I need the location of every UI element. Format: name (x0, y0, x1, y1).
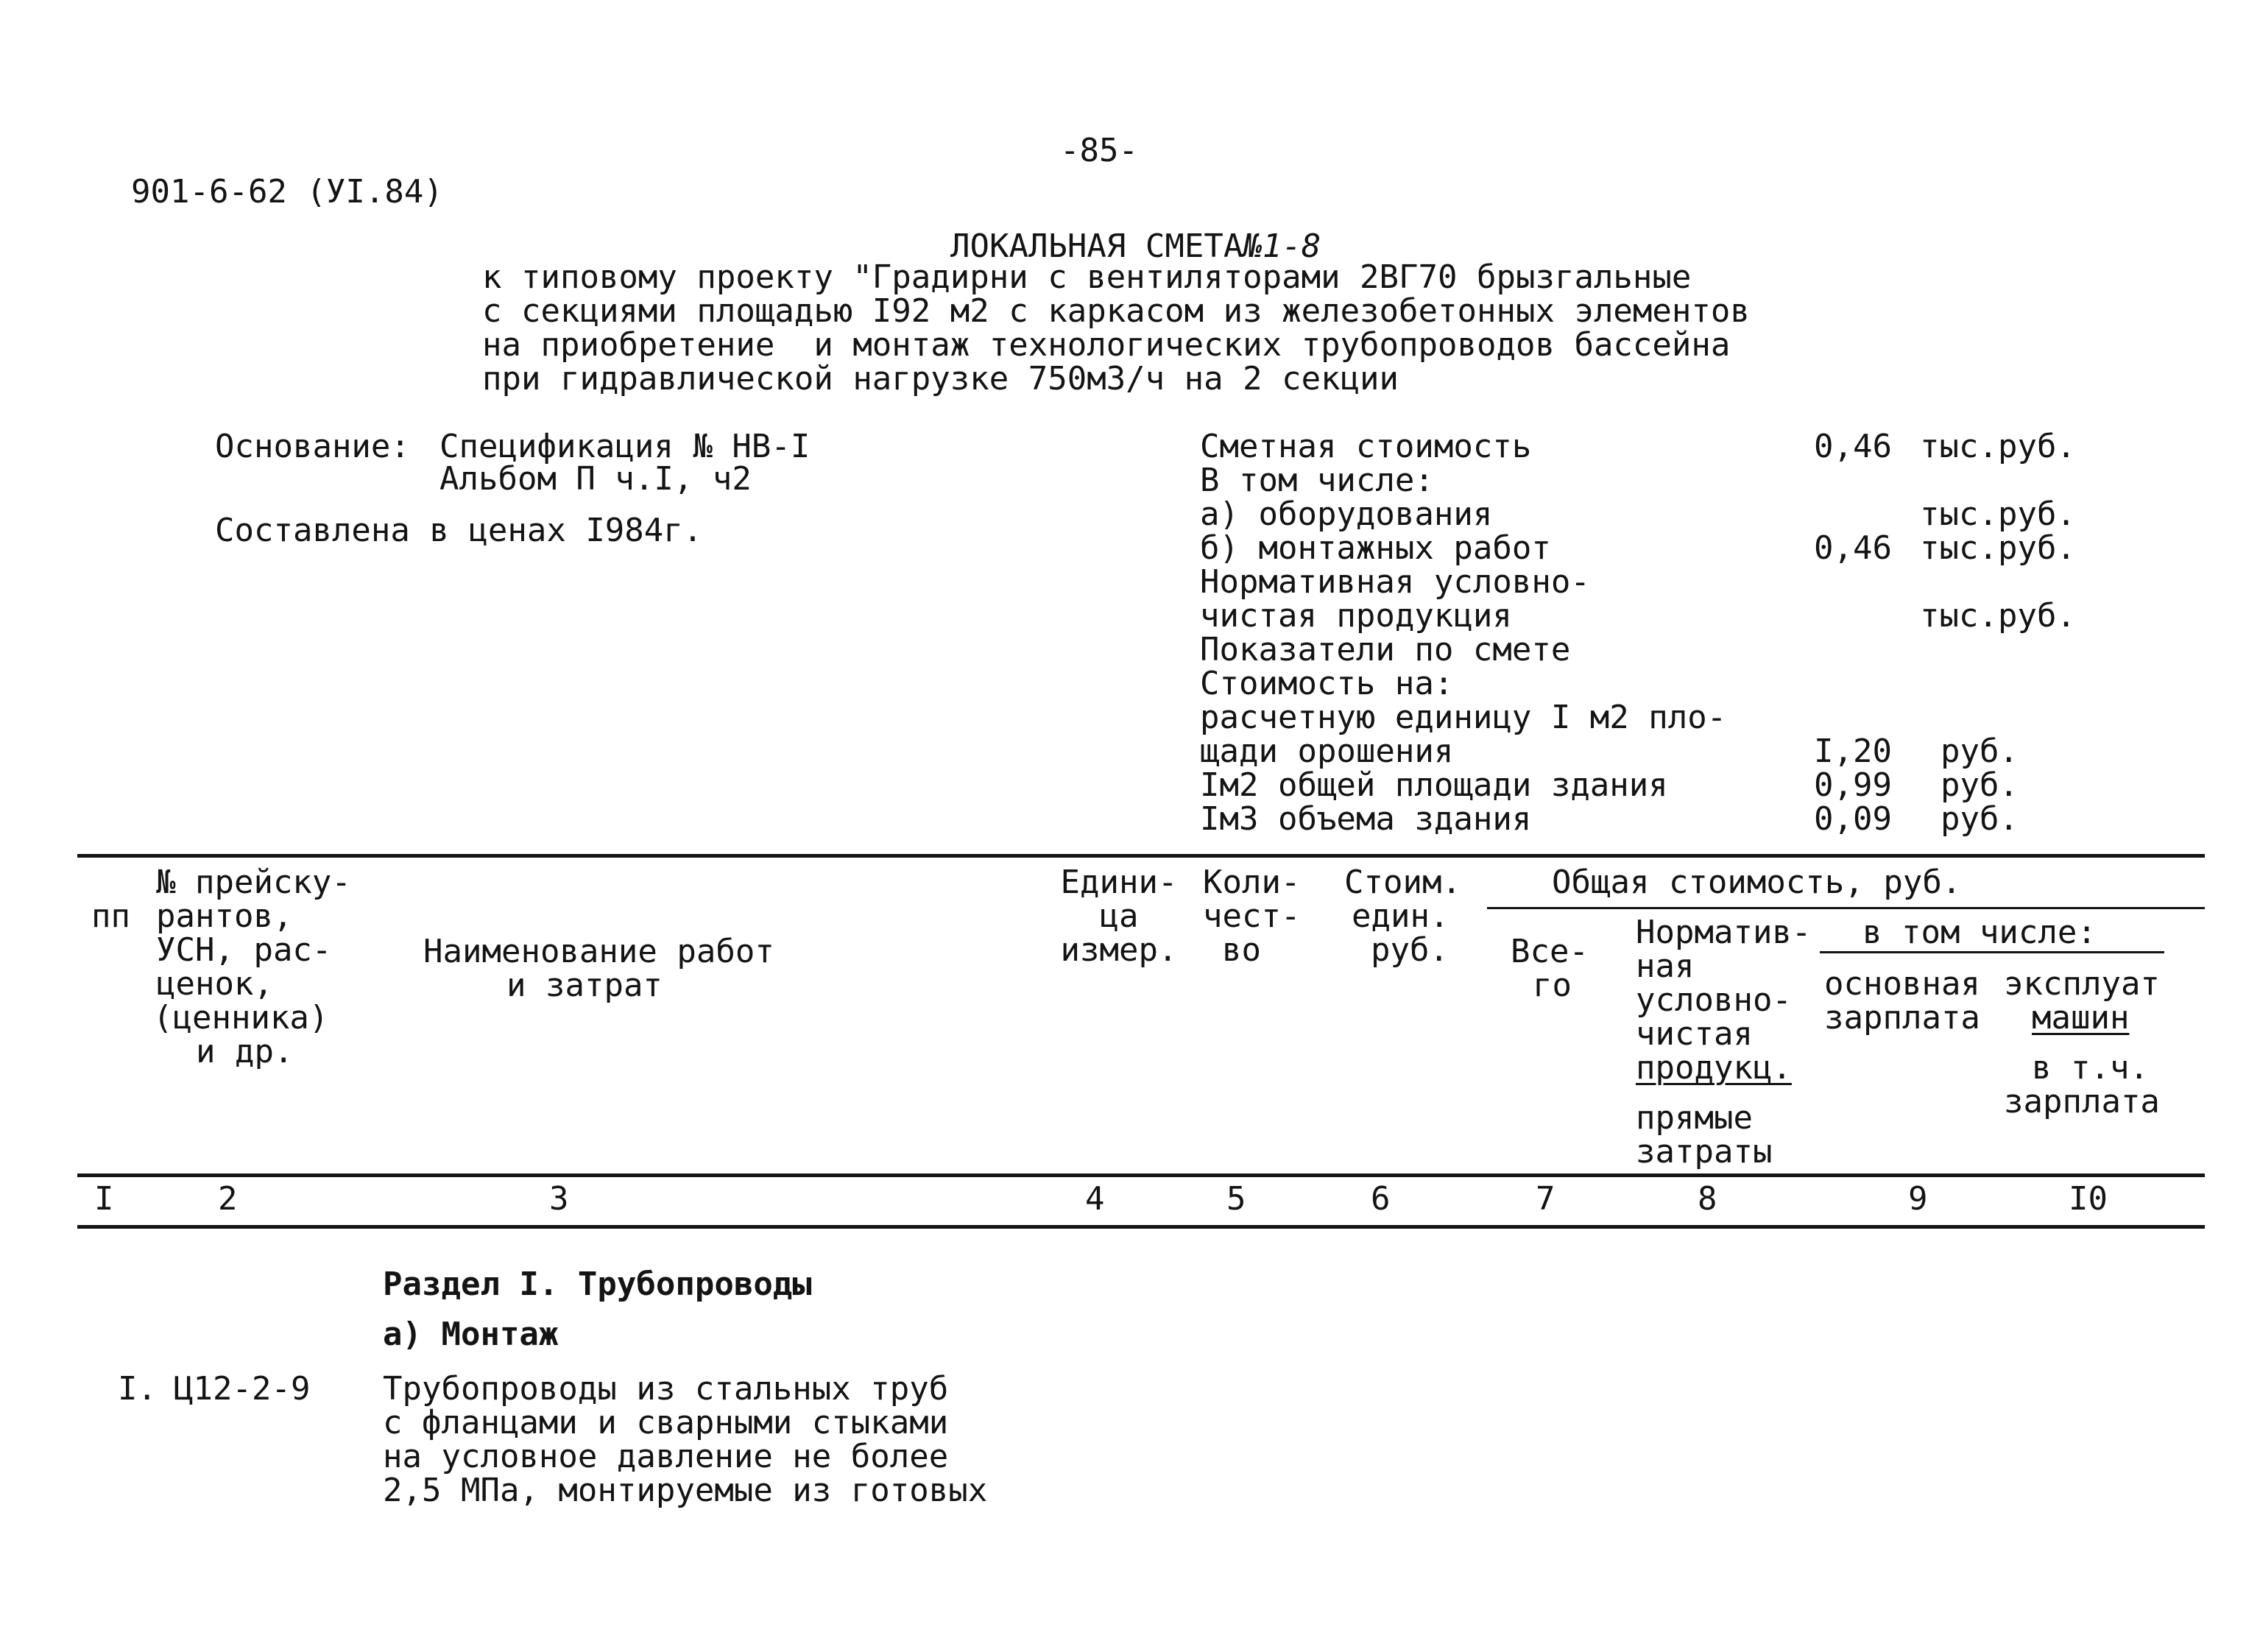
header-col-2-line: № прейску- (156, 864, 351, 901)
summary-value-0: 0,46 (1814, 428, 1892, 465)
column-number: 9 (1908, 1180, 1928, 1218)
summary-value-10: 0,99 (1814, 766, 1892, 804)
header-col-6-line-3: руб. (1371, 931, 1449, 969)
summary-unit-0: тыс.руб. (1920, 428, 2076, 465)
summary-label-3: б) монтажных работ (1200, 529, 1551, 567)
column-number: 6 (1371, 1180, 1391, 1218)
row-description-line: Трубопроводы из стальных труб (383, 1370, 949, 1408)
header-col-10-line-3: в т.ч. (2032, 1049, 2149, 1087)
row-description-line: на условное давление не более (383, 1438, 949, 1475)
summary-label-6: Показатели по смете (1200, 631, 1571, 668)
summary-label-0: Сметная стоимость (1200, 428, 1532, 465)
header-total-group: Общая стоимость, руб. (1552, 864, 1962, 901)
document-code: 901-6-62 (УI.84) (131, 173, 443, 211)
incl-group-rule (1820, 951, 2164, 953)
column-number: 8 (1698, 1180, 1717, 1218)
section-subtitle: а) Монтаж (383, 1316, 559, 1353)
basis-prices: Составлена в ценах I984г. (215, 512, 703, 549)
page-number: -85- (1060, 132, 1138, 169)
summary-value-9: I,20 (1814, 733, 1892, 770)
header-col-2-line: рантов, (156, 897, 293, 935)
row-description-line: с фланцами и сварными стыками (383, 1404, 949, 1441)
summary-unit-5: тыс.руб. (1920, 597, 2076, 635)
basis-label: Основание: (215, 428, 410, 465)
numbers-bottom-rule (77, 1225, 2205, 1229)
row-description-line: 2,5 МПа, монтируемые из готовых (383, 1472, 988, 1509)
column-number: 4 (1085, 1180, 1105, 1218)
summary-label-5: чистая продукция (1200, 597, 1512, 635)
header-col-3-line-1: Наименование работ (423, 933, 774, 970)
header-col-4-line-3: измер. (1060, 931, 1178, 969)
header-incl-group: в том числе: (1862, 914, 2097, 951)
header-col-9-line-1: основная (1824, 965, 1980, 1003)
summary-label-11: Iм3 объема здания (1200, 800, 1532, 838)
header-col-3-line-2: и затрат (506, 967, 663, 1004)
summary-label-10: Iм2 общей площади здания (1200, 766, 1668, 804)
section-title: Раздел I. Трубопроводы (383, 1266, 812, 1303)
header-col-5-line-2: чест- (1203, 897, 1301, 935)
header-col-5-line-3: во (1222, 931, 1261, 969)
header-col-8-line: прямые (1636, 1099, 1753, 1137)
row-number: I. (118, 1370, 157, 1408)
intro-line-3: на приобретение и монтаж технологических трубопроводов бассейна (482, 326, 1731, 364)
intro-line-2: с секциями площадью I92 м2 с каркасом из железобетонных элементов (482, 292, 1750, 330)
header-col-8-line: Норматив- (1636, 914, 1812, 951)
basis-spec: Спецификация № НВ-I (439, 428, 811, 465)
table-top-rule (77, 854, 2205, 858)
column-number: 2 (218, 1180, 238, 1218)
column-number: 3 (549, 1180, 569, 1218)
row-code: Ц12-2-9 (174, 1370, 311, 1408)
summary-label-8: расчетную единицу I м2 пло- (1200, 699, 1727, 736)
header-col-1: пп (91, 897, 130, 935)
summary-unit-3: тыс.руб. (1920, 529, 2076, 567)
header-col-10-line-4: зарплата (2004, 1083, 2160, 1120)
header-bottom-rule (77, 1173, 2205, 1177)
intro-line-1: к типовому проекту "Градирни с вентиляторами 2ВГ70 брызгальные (482, 258, 1692, 296)
column-number: I0 (2069, 1180, 2108, 1218)
header-col-10-line-1: эксплуат (2004, 965, 2160, 1003)
summary-value-11: 0,09 (1814, 800, 1892, 838)
summary-label-2: а) оборудования (1200, 495, 1493, 533)
header-col-9-line-2: зарплата (1824, 999, 1980, 1037)
summary-label-4: Нормативная условно- (1200, 563, 1590, 601)
summary-label-1: В том числе: (1200, 462, 1434, 499)
basis-album: Альбом П ч.I, ч2 (439, 460, 752, 498)
title-text: ЛОКАЛЬНАЯ СМЕТА (950, 227, 1243, 265)
title-number: №1-8 (1243, 227, 1321, 265)
header-col-7-line-1: Все- (1511, 933, 1589, 970)
header-col-4-line-2: ца (1099, 897, 1139, 935)
header-col-8-line: ная (1636, 947, 1695, 985)
header-col-8-line: затраты (1636, 1133, 1773, 1171)
summary-unit-9: руб. (1941, 733, 2019, 770)
header-col-7-line-2: го (1533, 967, 1572, 1004)
header-col-8-line: условно- (1636, 981, 1792, 1019)
intro-line-4: при гидравлической нагрузке 750м3/ч на 2 секции (482, 360, 1399, 398)
header-col-2-line: (ценника) (153, 999, 329, 1037)
summary-unit-10: руб. (1941, 766, 2019, 804)
header-col-2-line: и др. (196, 1033, 294, 1070)
header-col-8-line: чистая (1636, 1015, 1753, 1053)
column-number: 5 (1226, 1180, 1246, 1218)
summary-unit-2: тыс.руб. (1920, 495, 2076, 533)
header-col-6-line-2: един. (1352, 897, 1449, 935)
document-title (911, 196, 1321, 264)
header-col-10-line-2: машин (2032, 999, 2130, 1037)
header-col-8-line: продукц. (1636, 1049, 1792, 1087)
column-number: 7 (1536, 1180, 1555, 1218)
column-number: I (94, 1180, 114, 1218)
header-col-2-line: ценок, (156, 965, 273, 1003)
total-group-rule (1487, 907, 2205, 909)
summary-value-3: 0,46 (1814, 529, 1892, 567)
summary-label-7: Стоимость на: (1200, 665, 1454, 702)
header-col-2-line: УСН, рас- (156, 931, 332, 969)
header-col-6-line-1: Стоим. (1344, 864, 1461, 901)
header-col-5-line-1: Коли- (1203, 864, 1301, 901)
summary-unit-11: руб. (1941, 800, 2019, 838)
summary-label-9: щади орошения (1200, 733, 1454, 770)
header-col-4-line-1: Едини- (1060, 864, 1178, 901)
